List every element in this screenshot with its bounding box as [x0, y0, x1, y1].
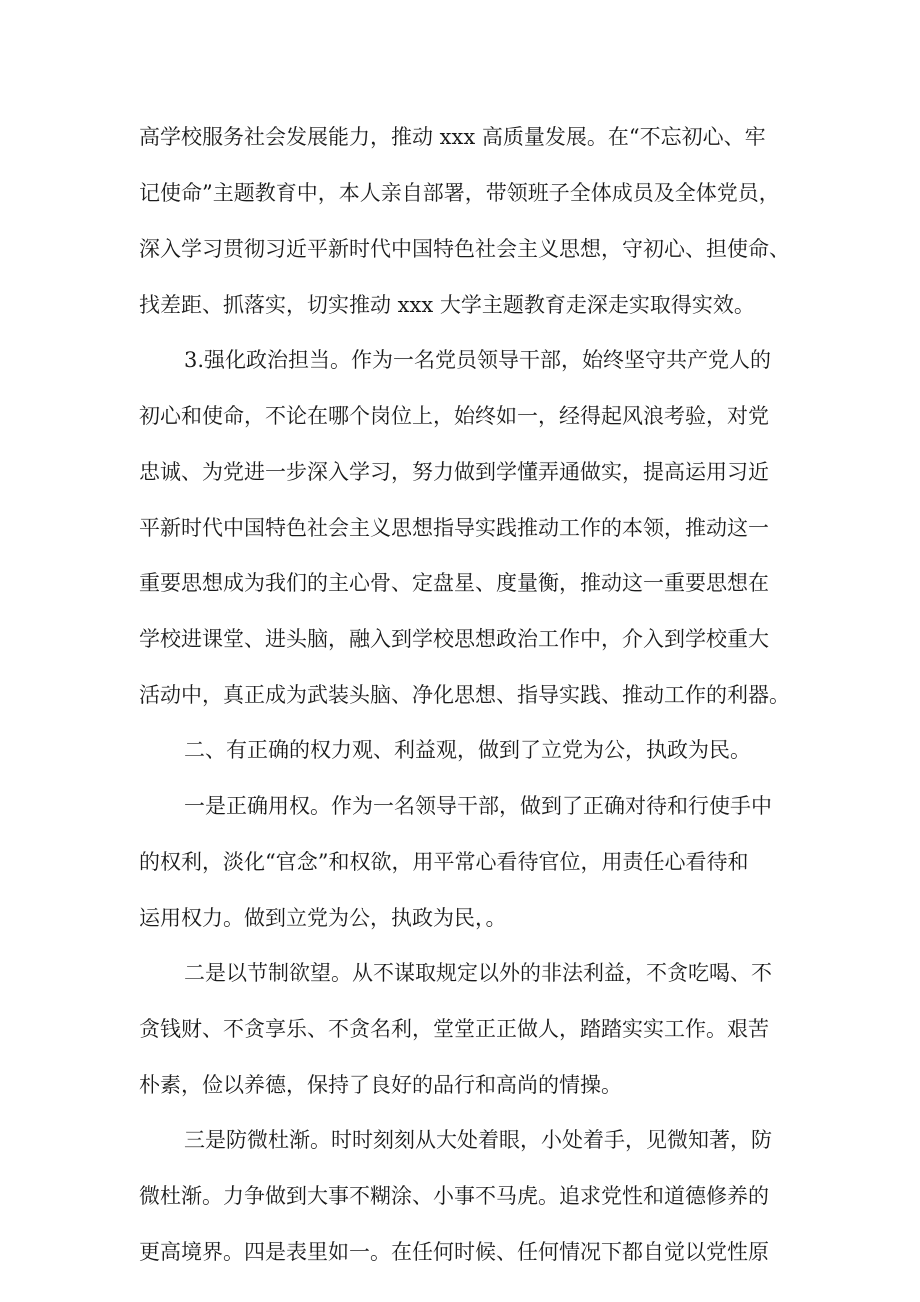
text-line: 记使命”主题教育中，本人亲自部署，带领班子全体成员及全体党员， — [139, 181, 780, 205]
section-heading: 二、有正确的权力观、利益观，做到了立党为公，执政为民。 — [184, 738, 751, 762]
text-line: 微杜渐。力争做到大事不糊涂、小事不马虎。追求党性和道德修养的 — [139, 1184, 769, 1208]
text-line: 更高境界。四是表里如一。在任何时候、任何情况下都自觉以党性原 — [139, 1240, 769, 1264]
text-line: 活动中，真正成为武装头脑、净化思想、指导实践、推动工作的利器。 — [139, 683, 790, 707]
text-line: 学校进课堂、进头脑，融入到学校思想政治工作中，介入到学校重大 — [139, 627, 769, 651]
text-line: 高学校服务社会发展能力，推动 xxx 高质量发展。在“不忘初心、牢 — [139, 125, 766, 149]
text-line: 贪钱财、不贪享乐、不贪名利，堂堂正正做人，踏踏实实工作。艰苦 — [139, 1017, 769, 1041]
text-line: 三是防微杜渐。时时刻刻从大处着眼，小处着手，见微知著，防 — [184, 1128, 772, 1152]
text-line: 一是正确用权。作为一名领导干部，做到了正确对待和行使手中 — [184, 794, 772, 818]
text-line: 的权利，淡化“官念”和权欲，用平常心看待官位，用责任心看待和 — [139, 850, 749, 874]
text-line: 初心和使命，不论在哪个岗位上，始终如一，经得起风浪考验，对党 — [139, 404, 769, 428]
text-line: 3.强化政治担当。作为一名党员领导干部，始终坚守共产党人的 — [184, 348, 772, 372]
text-line: 找差距、抓落实，切实推动 xxx 大学主题教育走深走实取得实效。 — [139, 293, 755, 317]
text-line: 重要思想成为我们的主心骨、定盘星、度量衡，推动这一重要思想在 — [139, 571, 769, 595]
text-line: 深入学习贯彻习近平新时代中国特色社会主义思想，守初心、担使命、 — [139, 237, 790, 261]
text-line: 朴素，俭以养德，保持了良好的品行和高尚的情操。 — [139, 1073, 622, 1097]
text-line: 忠诚、为党进一步深入学习，努力做到学懂弄通做实，提高运用习近 — [139, 460, 769, 484]
text-line: 运用权力。做到立党为公，执政为民，。 — [139, 906, 507, 930]
text-line: 二是以节制欲望。从不谋取规定以外的非法利益，不贪吃喝、不 — [184, 961, 772, 985]
text-line: 平新时代中国特色社会主义思想指导实践推动工作的本领，推动这一 — [139, 516, 769, 540]
